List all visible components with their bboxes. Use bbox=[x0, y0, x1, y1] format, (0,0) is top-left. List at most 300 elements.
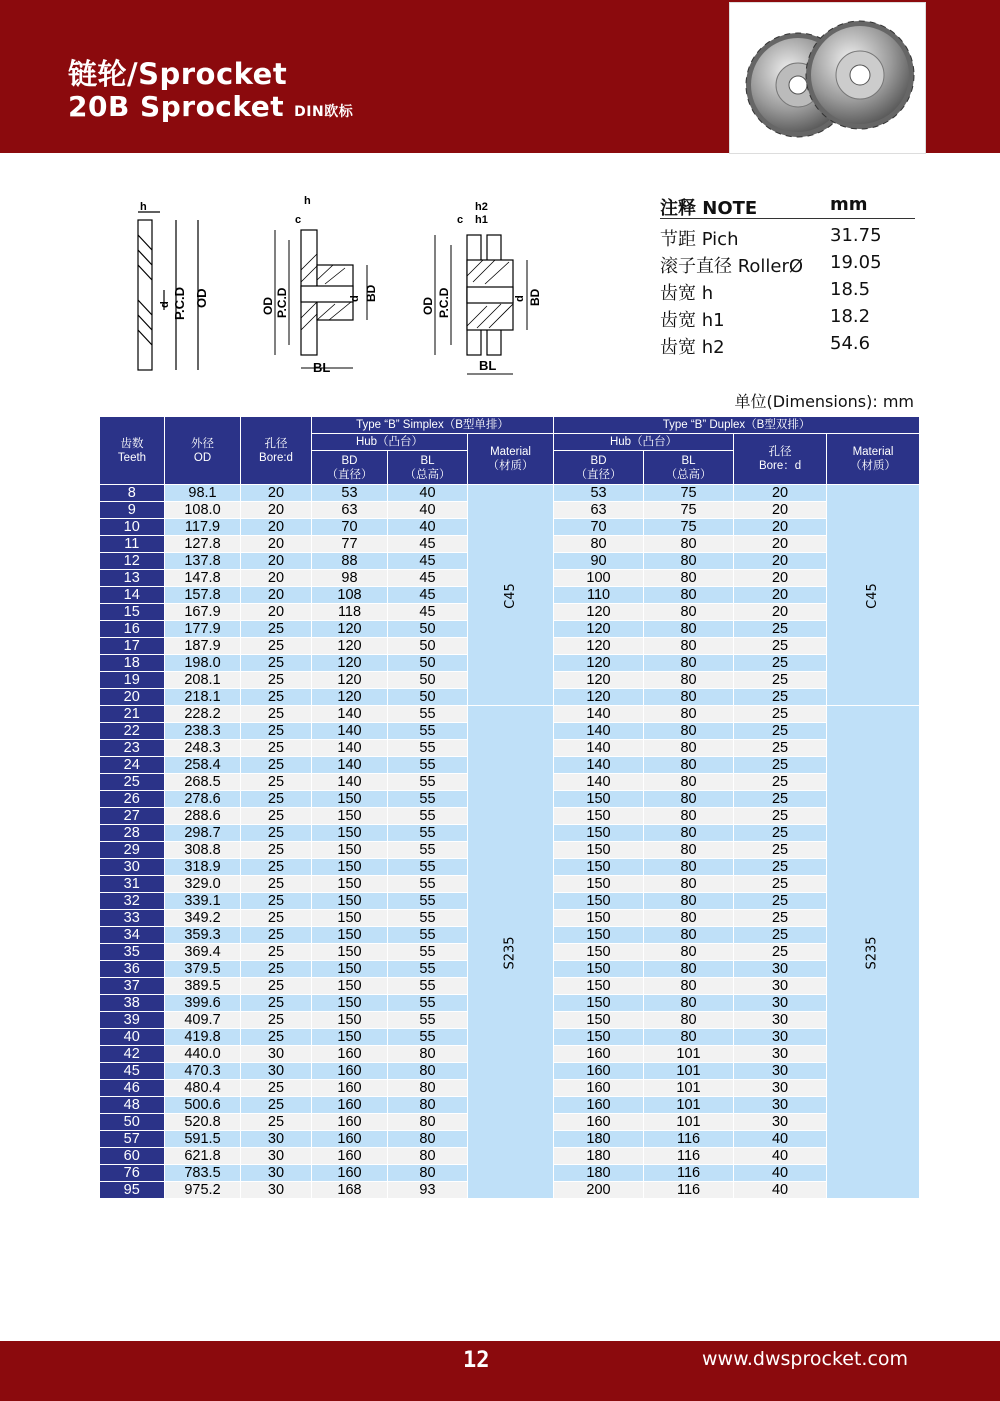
cell-duplex-bd: 150 bbox=[554, 808, 644, 825]
cell-duplex-bd: 150 bbox=[554, 1029, 644, 1046]
note-header bbox=[660, 194, 915, 219]
cell-duplex-bore: 20 bbox=[734, 519, 827, 536]
label-bd-duplex: BD bbox=[528, 288, 542, 306]
cell-bore: 25 bbox=[241, 876, 312, 893]
cell-duplex-bore: 25 bbox=[734, 791, 827, 808]
cell-bore: 25 bbox=[241, 689, 312, 706]
cell-simplex-bd: 88 bbox=[312, 553, 388, 570]
label-d: d bbox=[159, 301, 171, 308]
cell-od: 359.3 bbox=[165, 927, 241, 944]
cell-duplex-bl: 80 bbox=[644, 995, 734, 1012]
cell-duplex-bore: 25 bbox=[734, 672, 827, 689]
col-duplex-bore: 孔径 Bore：d bbox=[734, 434, 827, 485]
table-row bbox=[100, 706, 920, 723]
cell-bore: 25 bbox=[241, 859, 312, 876]
cell-bore: 25 bbox=[241, 672, 312, 689]
cell-duplex-bd: 120 bbox=[554, 638, 644, 655]
cell-duplex-bore: 25 bbox=[734, 774, 827, 791]
note-row bbox=[660, 225, 915, 252]
label-c-duplex: c bbox=[457, 214, 464, 226]
cell-duplex-bore: 25 bbox=[734, 944, 827, 961]
note-row bbox=[660, 252, 915, 279]
cell-duplex-bore: 30 bbox=[734, 1063, 827, 1080]
cell-od: 258.4 bbox=[165, 757, 241, 774]
cell-duplex-bd: 180 bbox=[554, 1148, 644, 1165]
cell-duplex-bore: 30 bbox=[734, 1046, 827, 1063]
cell-duplex-bl: 75 bbox=[644, 485, 734, 502]
cell-bore: 25 bbox=[241, 944, 312, 961]
material-label: S235 bbox=[865, 935, 881, 970]
cell-duplex-bore: 20 bbox=[734, 502, 827, 519]
cell-duplex-bl: 80 bbox=[644, 961, 734, 978]
cell-simplex-bl: 80 bbox=[388, 1080, 468, 1097]
cell-od: 198.0 bbox=[165, 655, 241, 672]
cell-duplex-bd: 140 bbox=[554, 740, 644, 757]
cell-od: 500.6 bbox=[165, 1097, 241, 1114]
cell-od: 379.5 bbox=[165, 961, 241, 978]
cell-simplex-bl: 80 bbox=[388, 1046, 468, 1063]
cell-duplex-bd: 150 bbox=[554, 927, 644, 944]
cell-od: 409.7 bbox=[165, 1012, 241, 1029]
cell-duplex-bd: 120 bbox=[554, 689, 644, 706]
cell-teeth: 32 bbox=[100, 893, 165, 910]
note-label: 齿宽 h1 bbox=[660, 310, 725, 331]
cell-duplex-bl: 80 bbox=[644, 808, 734, 825]
cell-simplex-bl: 45 bbox=[388, 587, 468, 604]
col-simplex: Type “B” Simplex（B型单排） bbox=[312, 417, 554, 434]
cell-od: 238.3 bbox=[165, 723, 241, 740]
cell-duplex-bore: 20 bbox=[734, 570, 827, 587]
cell-duplex-bl: 80 bbox=[644, 791, 734, 808]
cell-duplex-bl: 80 bbox=[644, 757, 734, 774]
cell-od: 318.9 bbox=[165, 859, 241, 876]
cell-duplex-bl: 80 bbox=[644, 859, 734, 876]
cell-teeth: 25 bbox=[100, 774, 165, 791]
cell-duplex-bore: 25 bbox=[734, 927, 827, 944]
cell-duplex-bd: 160 bbox=[554, 1063, 644, 1080]
cell-duplex-bd: 160 bbox=[554, 1046, 644, 1063]
cell-bore: 25 bbox=[241, 638, 312, 655]
cell-simplex-bd: 98 bbox=[312, 570, 388, 587]
cell-duplex-bl: 80 bbox=[644, 536, 734, 553]
cell-duplex-bore: 25 bbox=[734, 706, 827, 723]
cell-teeth: 14 bbox=[100, 587, 165, 604]
cell-od: 440.0 bbox=[165, 1046, 241, 1063]
cell-simplex-bd: 140 bbox=[312, 706, 388, 723]
cell-simplex-bl: 93 bbox=[388, 1182, 468, 1199]
cell-od: 147.8 bbox=[165, 570, 241, 587]
cell-teeth: 45 bbox=[100, 1063, 165, 1080]
cell-duplex-bd: 140 bbox=[554, 723, 644, 740]
cell-simplex-bl: 55 bbox=[388, 1012, 468, 1029]
cell-duplex-material bbox=[827, 706, 920, 1199]
cell-duplex-bl: 80 bbox=[644, 842, 734, 859]
cell-simplex-material bbox=[468, 706, 554, 1199]
label-pcd: P.C.D bbox=[172, 287, 187, 320]
cell-teeth: 19 bbox=[100, 672, 165, 689]
cell-duplex-bore: 20 bbox=[734, 553, 827, 570]
cell-duplex-bore: 25 bbox=[734, 723, 827, 740]
cell-duplex-bl: 101 bbox=[644, 1063, 734, 1080]
cell-duplex-bd: 150 bbox=[554, 961, 644, 978]
cell-teeth: 37 bbox=[100, 978, 165, 995]
cell-teeth: 16 bbox=[100, 621, 165, 638]
cell-simplex-bl: 55 bbox=[388, 961, 468, 978]
cell-simplex-bd: 160 bbox=[312, 1114, 388, 1131]
cell-simplex-bd: 160 bbox=[312, 1097, 388, 1114]
col-duplex-material: Material （材质） bbox=[827, 434, 920, 485]
cell-simplex-bd: 150 bbox=[312, 859, 388, 876]
cell-duplex-bl: 80 bbox=[644, 876, 734, 893]
cell-duplex-bd: 150 bbox=[554, 1012, 644, 1029]
cell-teeth: 39 bbox=[100, 1012, 165, 1029]
cell-duplex-bd: 63 bbox=[554, 502, 644, 519]
cell-simplex-bd: 150 bbox=[312, 893, 388, 910]
model-title: 20B Sprocket bbox=[68, 90, 285, 123]
cell-duplex-bore: 25 bbox=[734, 910, 827, 927]
col-simplex-bl: BL （总高） bbox=[388, 451, 468, 485]
label-d-simplex: d bbox=[349, 295, 361, 302]
note-row bbox=[660, 306, 915, 333]
note-value: 18.2 bbox=[830, 306, 871, 327]
material-label: S235 bbox=[502, 935, 518, 970]
col-teeth: 齿数 Teeth bbox=[100, 417, 165, 485]
cell-duplex-bl: 80 bbox=[644, 553, 734, 570]
cell-od: 177.9 bbox=[165, 621, 241, 638]
cell-bore: 30 bbox=[241, 1063, 312, 1080]
cell-simplex-bd: 160 bbox=[312, 1131, 388, 1148]
cell-simplex-bl: 80 bbox=[388, 1131, 468, 1148]
page-title: 链轮/Sprocket bbox=[68, 57, 288, 91]
cell-duplex-bore: 25 bbox=[734, 842, 827, 859]
cell-teeth: 35 bbox=[100, 944, 165, 961]
cell-duplex-bl: 80 bbox=[644, 825, 734, 842]
col-simplex-material: Material （材质） bbox=[468, 434, 554, 485]
cell-teeth: 60 bbox=[100, 1148, 165, 1165]
cell-simplex-bd: 150 bbox=[312, 927, 388, 944]
cell-simplex-bl: 50 bbox=[388, 638, 468, 655]
cell-duplex-bd: 120 bbox=[554, 672, 644, 689]
label-od-simplex: OD bbox=[261, 297, 275, 315]
cell-od: 248.3 bbox=[165, 740, 241, 757]
cell-duplex-bl: 80 bbox=[644, 587, 734, 604]
cell-duplex-bd: 150 bbox=[554, 910, 644, 927]
cell-bore: 25 bbox=[241, 1029, 312, 1046]
cell-teeth: 22 bbox=[100, 723, 165, 740]
cell-duplex-bore: 40 bbox=[734, 1148, 827, 1165]
cell-duplex-bl: 80 bbox=[644, 723, 734, 740]
cell-duplex-bl: 80 bbox=[644, 655, 734, 672]
cell-duplex-bl: 80 bbox=[644, 1029, 734, 1046]
cell-duplex-bd: 150 bbox=[554, 944, 644, 961]
cell-duplex-bl: 80 bbox=[644, 893, 734, 910]
cell-teeth: 12 bbox=[100, 553, 165, 570]
website-link[interactable]: www.dwsprocket.com bbox=[702, 1348, 909, 1370]
cell-duplex-bl: 80 bbox=[644, 1012, 734, 1029]
cell-simplex-bd: 160 bbox=[312, 1165, 388, 1182]
cell-simplex-bd: 108 bbox=[312, 587, 388, 604]
cell-teeth: 95 bbox=[100, 1182, 165, 1199]
cell-duplex-bl: 80 bbox=[644, 638, 734, 655]
cell-simplex-bl: 55 bbox=[388, 825, 468, 842]
cell-duplex-bd: 180 bbox=[554, 1165, 644, 1182]
cell-od: 228.2 bbox=[165, 706, 241, 723]
cell-od: 339.1 bbox=[165, 893, 241, 910]
cell-duplex-bore: 20 bbox=[734, 587, 827, 604]
cell-teeth: 13 bbox=[100, 570, 165, 587]
cell-duplex-bore: 25 bbox=[734, 825, 827, 842]
cell-teeth: 20 bbox=[100, 689, 165, 706]
cell-duplex-bore: 25 bbox=[734, 689, 827, 706]
cell-duplex-bl: 80 bbox=[644, 927, 734, 944]
cell-duplex-bore: 30 bbox=[734, 961, 827, 978]
cell-duplex-bd: 90 bbox=[554, 553, 644, 570]
cell-teeth: 34 bbox=[100, 927, 165, 944]
cell-simplex-bl: 55 bbox=[388, 944, 468, 961]
col-duplex-bl: BL （总高） bbox=[644, 451, 734, 485]
cell-duplex-bl: 80 bbox=[644, 706, 734, 723]
cell-duplex-bore: 30 bbox=[734, 1029, 827, 1046]
label-c-simplex: c bbox=[295, 214, 302, 226]
cell-duplex-bl: 116 bbox=[644, 1148, 734, 1165]
cell-od: 399.6 bbox=[165, 995, 241, 1012]
cell-simplex-bd: 150 bbox=[312, 825, 388, 842]
cell-duplex-bd: 53 bbox=[554, 485, 644, 502]
cell-duplex-bore: 25 bbox=[734, 757, 827, 774]
cell-duplex-bl: 75 bbox=[644, 519, 734, 536]
col-simplex-hub: Hub（凸台） bbox=[312, 434, 468, 451]
units-label: 单位(Dimensions): mm bbox=[734, 392, 914, 411]
page-number: 12 bbox=[463, 1348, 490, 1373]
cell-teeth: 31 bbox=[100, 876, 165, 893]
cell-bore: 25 bbox=[241, 1114, 312, 1131]
spec-table bbox=[99, 416, 920, 1199]
note-label: 齿宽 h2 bbox=[660, 337, 725, 358]
cell-simplex-bd: 150 bbox=[312, 978, 388, 995]
cell-teeth: 9 bbox=[100, 502, 165, 519]
cell-simplex-bl: 55 bbox=[388, 842, 468, 859]
cell-od: 591.5 bbox=[165, 1131, 241, 1148]
cell-simplex-bl: 45 bbox=[388, 570, 468, 587]
cell-teeth: 48 bbox=[100, 1097, 165, 1114]
cell-simplex-bd: 120 bbox=[312, 655, 388, 672]
cell-duplex-bore: 25 bbox=[734, 859, 827, 876]
cell-duplex-bore: 20 bbox=[734, 536, 827, 553]
col-od: 外径 OD bbox=[165, 417, 241, 485]
cell-simplex-bd: 150 bbox=[312, 808, 388, 825]
cell-simplex-bl: 50 bbox=[388, 672, 468, 689]
cell-duplex-bd: 150 bbox=[554, 995, 644, 1012]
cell-od: 470.3 bbox=[165, 1063, 241, 1080]
cell-od: 288.6 bbox=[165, 808, 241, 825]
cell-od: 108.0 bbox=[165, 502, 241, 519]
cell-bore: 25 bbox=[241, 978, 312, 995]
cell-bore: 25 bbox=[241, 723, 312, 740]
cell-simplex-bl: 55 bbox=[388, 927, 468, 944]
cell-simplex-bl: 80 bbox=[388, 1148, 468, 1165]
cell-bore: 25 bbox=[241, 927, 312, 944]
sprocket-profile-diagram bbox=[118, 190, 218, 380]
cell-duplex-bl: 80 bbox=[644, 621, 734, 638]
cell-simplex-bd: 120 bbox=[312, 638, 388, 655]
cell-od: 137.8 bbox=[165, 553, 241, 570]
cell-teeth: 8 bbox=[100, 485, 165, 502]
cell-simplex-bl: 55 bbox=[388, 876, 468, 893]
cell-duplex-bore: 25 bbox=[734, 655, 827, 672]
cell-teeth: 11 bbox=[100, 536, 165, 553]
cell-duplex-bd: 140 bbox=[554, 774, 644, 791]
cell-simplex-bd: 168 bbox=[312, 1182, 388, 1199]
cell-od: 369.4 bbox=[165, 944, 241, 961]
cell-bore: 25 bbox=[241, 757, 312, 774]
cell-simplex-bd: 150 bbox=[312, 995, 388, 1012]
cell-simplex-bd: 150 bbox=[312, 1012, 388, 1029]
cell-duplex-bl: 101 bbox=[644, 1080, 734, 1097]
cell-simplex-bl: 55 bbox=[388, 774, 468, 791]
cell-duplex-bore: 30 bbox=[734, 1097, 827, 1114]
cell-simplex-bd: 150 bbox=[312, 961, 388, 978]
cell-duplex-bore: 25 bbox=[734, 876, 827, 893]
cell-bore: 25 bbox=[241, 842, 312, 859]
cell-duplex-bore: 30 bbox=[734, 1080, 827, 1097]
note-title: 注释 NOTE bbox=[660, 198, 758, 219]
cell-simplex-bl: 55 bbox=[388, 757, 468, 774]
cell-duplex-bl: 80 bbox=[644, 689, 734, 706]
cell-duplex-bl: 80 bbox=[644, 944, 734, 961]
label-bd-simplex: BD bbox=[364, 284, 378, 302]
cell-simplex-bd: 150 bbox=[312, 876, 388, 893]
cell-teeth: 28 bbox=[100, 825, 165, 842]
cell-bore: 25 bbox=[241, 774, 312, 791]
cell-simplex-bd: 140 bbox=[312, 757, 388, 774]
cell-duplex-bl: 80 bbox=[644, 774, 734, 791]
cell-bore: 25 bbox=[241, 893, 312, 910]
cell-duplex-bd: 160 bbox=[554, 1097, 644, 1114]
cell-simplex-bl: 55 bbox=[388, 723, 468, 740]
cell-duplex-bl: 80 bbox=[644, 910, 734, 927]
cell-teeth: 46 bbox=[100, 1080, 165, 1097]
cell-od: 127.8 bbox=[165, 536, 241, 553]
cell-bore: 30 bbox=[241, 1182, 312, 1199]
label-bl-simplex: BL bbox=[313, 360, 331, 375]
cell-teeth: 33 bbox=[100, 910, 165, 927]
cell-duplex-bd: 80 bbox=[554, 536, 644, 553]
cell-od: 298.7 bbox=[165, 825, 241, 842]
cell-teeth: 26 bbox=[100, 791, 165, 808]
note-unit: mm bbox=[830, 194, 868, 215]
label-d-duplex: d bbox=[514, 295, 526, 302]
cell-duplex-bd: 180 bbox=[554, 1131, 644, 1148]
table-row bbox=[100, 485, 920, 502]
cell-od: 389.5 bbox=[165, 978, 241, 995]
cell-teeth: 23 bbox=[100, 740, 165, 757]
cell-bore: 25 bbox=[241, 791, 312, 808]
cell-duplex-bd: 120 bbox=[554, 604, 644, 621]
cell-bore: 20 bbox=[241, 519, 312, 536]
cell-duplex-bl: 116 bbox=[644, 1131, 734, 1148]
cell-simplex-bd: 140 bbox=[312, 774, 388, 791]
cell-duplex-bd: 140 bbox=[554, 757, 644, 774]
cell-duplex-bl: 75 bbox=[644, 502, 734, 519]
cell-duplex-bd: 70 bbox=[554, 519, 644, 536]
duplex-section-diagram bbox=[415, 190, 550, 382]
col-duplex-bd: BD （直径） bbox=[554, 451, 644, 485]
page-subtitle bbox=[68, 90, 353, 123]
cell-od: 157.8 bbox=[165, 587, 241, 604]
note-value: 31.75 bbox=[830, 225, 882, 246]
note-value: 18.5 bbox=[830, 279, 871, 300]
cell-teeth: 30 bbox=[100, 859, 165, 876]
label-pcd-simplex: P.C.D bbox=[275, 287, 289, 318]
note-value: 54.6 bbox=[830, 333, 871, 354]
cell-duplex-bd: 160 bbox=[554, 1080, 644, 1097]
cell-bore: 25 bbox=[241, 621, 312, 638]
cell-teeth: 40 bbox=[100, 1029, 165, 1046]
label-bl-duplex: BL bbox=[479, 358, 497, 373]
cell-od: 349.2 bbox=[165, 910, 241, 927]
cell-bore: 20 bbox=[241, 485, 312, 502]
cell-bore: 25 bbox=[241, 1097, 312, 1114]
cell-od: 783.5 bbox=[165, 1165, 241, 1182]
cell-od: 480.4 bbox=[165, 1080, 241, 1097]
cell-duplex-material bbox=[827, 485, 920, 706]
cell-bore: 25 bbox=[241, 995, 312, 1012]
cell-bore: 20 bbox=[241, 553, 312, 570]
cell-simplex-bl: 55 bbox=[388, 995, 468, 1012]
cell-duplex-bore: 30 bbox=[734, 995, 827, 1012]
label-od: OD bbox=[194, 288, 209, 308]
cell-od: 419.8 bbox=[165, 1029, 241, 1046]
cell-simplex-bl: 55 bbox=[388, 978, 468, 995]
cell-bore: 20 bbox=[241, 502, 312, 519]
cell-bore: 20 bbox=[241, 536, 312, 553]
cell-duplex-bd: 120 bbox=[554, 655, 644, 672]
cell-simplex-material bbox=[468, 485, 554, 706]
label-pcd-duplex: P.C.D bbox=[437, 287, 451, 318]
cell-duplex-bore: 40 bbox=[734, 1165, 827, 1182]
cell-simplex-bd: 160 bbox=[312, 1063, 388, 1080]
cell-duplex-bore: 30 bbox=[734, 978, 827, 995]
label-od-duplex: OD bbox=[421, 297, 435, 315]
cell-simplex-bd: 150 bbox=[312, 944, 388, 961]
cell-od: 520.8 bbox=[165, 1114, 241, 1131]
cell-simplex-bl: 45 bbox=[388, 536, 468, 553]
cell-bore: 30 bbox=[241, 1131, 312, 1148]
col-duplex: Type “B” Duplex（B型双排） bbox=[554, 417, 920, 434]
cell-simplex-bl: 55 bbox=[388, 1029, 468, 1046]
cell-teeth: 24 bbox=[100, 757, 165, 774]
cell-bore: 25 bbox=[241, 910, 312, 927]
cell-teeth: 15 bbox=[100, 604, 165, 621]
cell-duplex-bd: 200 bbox=[554, 1182, 644, 1199]
cell-simplex-bl: 55 bbox=[388, 740, 468, 757]
cell-simplex-bd: 160 bbox=[312, 1080, 388, 1097]
cell-simplex-bd: 120 bbox=[312, 621, 388, 638]
cell-simplex-bd: 53 bbox=[312, 485, 388, 502]
cell-bore: 25 bbox=[241, 808, 312, 825]
cell-teeth: 27 bbox=[100, 808, 165, 825]
cell-od: 329.0 bbox=[165, 876, 241, 893]
cell-bore: 25 bbox=[241, 1012, 312, 1029]
cell-duplex-bl: 116 bbox=[644, 1182, 734, 1199]
cell-bore: 25 bbox=[241, 1080, 312, 1097]
cell-simplex-bl: 80 bbox=[388, 1114, 468, 1131]
cell-duplex-bore: 25 bbox=[734, 621, 827, 638]
cell-duplex-bore: 25 bbox=[734, 893, 827, 910]
cell-simplex-bd: 140 bbox=[312, 723, 388, 740]
col-simplex-bd: BD （直径） bbox=[312, 451, 388, 485]
cell-simplex-bd: 63 bbox=[312, 502, 388, 519]
